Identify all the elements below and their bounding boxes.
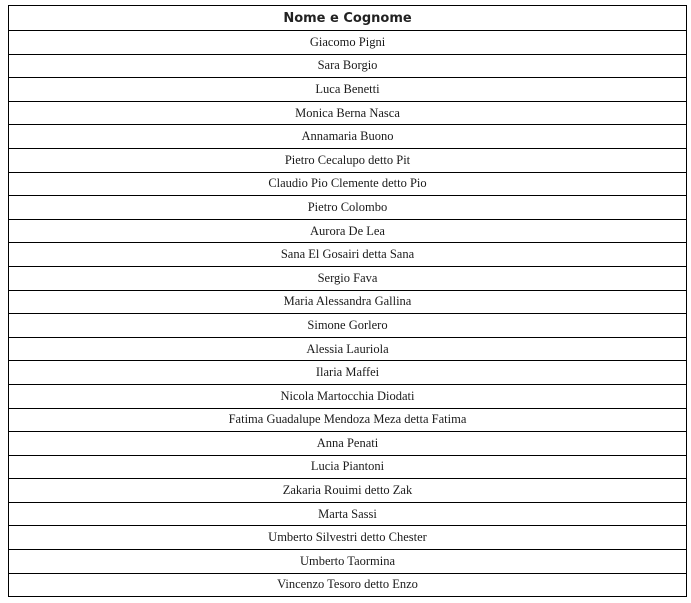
table-row: [9, 101, 687, 125]
table-cell: Sana El Gosairi detta Sana: [9, 243, 687, 267]
table-row: [9, 314, 687, 338]
table-cell: Alessia Lauriola: [9, 337, 687, 361]
table-row: [9, 125, 687, 149]
table-row: [9, 550, 687, 574]
table-cell: Vincenzo Tesoro detto Enzo: [9, 573, 687, 597]
table-row: [9, 266, 687, 290]
table-row: [9, 361, 687, 385]
table-cell: Simone Gorlero: [9, 314, 687, 338]
table-cell: Marta Sassi: [9, 502, 687, 526]
table-header: [9, 6, 687, 31]
table-cell: Claudio Pio Clemente detto Pio: [9, 172, 687, 196]
table-row: [9, 408, 687, 432]
table-cell: Maria Alessandra Gallina: [9, 290, 687, 314]
table-cell: Nicola Martocchia Diodati: [9, 384, 687, 408]
table-cell: Umberto Silvestri detto Chester: [9, 526, 687, 550]
table-cell: Sara Borgio: [9, 54, 687, 78]
table-row: [9, 455, 687, 479]
header-row: [9, 6, 687, 31]
table-row: [9, 196, 687, 220]
table-row: [9, 479, 687, 503]
table-cell: Pietro Colombo: [9, 196, 687, 220]
table-row: [9, 502, 687, 526]
table-row: [9, 384, 687, 408]
table-row: [9, 573, 687, 597]
table-cell: Zakaria Rouimi detto Zak: [9, 479, 687, 503]
table-cell: Anna Penati: [9, 432, 687, 456]
table-cell: Giacomo Pigni: [9, 31, 687, 55]
table-row: [9, 526, 687, 550]
table-cell: Ilaria Maffei: [9, 361, 687, 385]
table-cell: Umberto Taormina: [9, 550, 687, 574]
table-row: [9, 172, 687, 196]
table-cell: Lucia Piantoni: [9, 455, 687, 479]
table-row: [9, 337, 687, 361]
table-cell: Aurora De Lea: [9, 219, 687, 243]
table-cell: Fatima Guadalupe Mendoza Meza detta Fatima: [9, 408, 687, 432]
table-row: [9, 219, 687, 243]
table-row: [9, 54, 687, 78]
table-row: [9, 290, 687, 314]
column-header-nome-e-cognome: Nome e Cognome: [9, 6, 687, 31]
table-body: [9, 31, 687, 597]
table-row: [9, 78, 687, 102]
table-cell: Pietro Cecalupo detto Pit: [9, 148, 687, 172]
table-row: [9, 243, 687, 267]
table-cell: Sergio Fava: [9, 266, 687, 290]
table-row: [9, 148, 687, 172]
table-row: [9, 432, 687, 456]
table-cell: Annamaria Buono: [9, 125, 687, 149]
table-cell: Monica Berna Nasca: [9, 101, 687, 125]
table-row: [9, 31, 687, 55]
table-cell: Luca Benetti: [9, 78, 687, 102]
names-table: [8, 5, 687, 597]
